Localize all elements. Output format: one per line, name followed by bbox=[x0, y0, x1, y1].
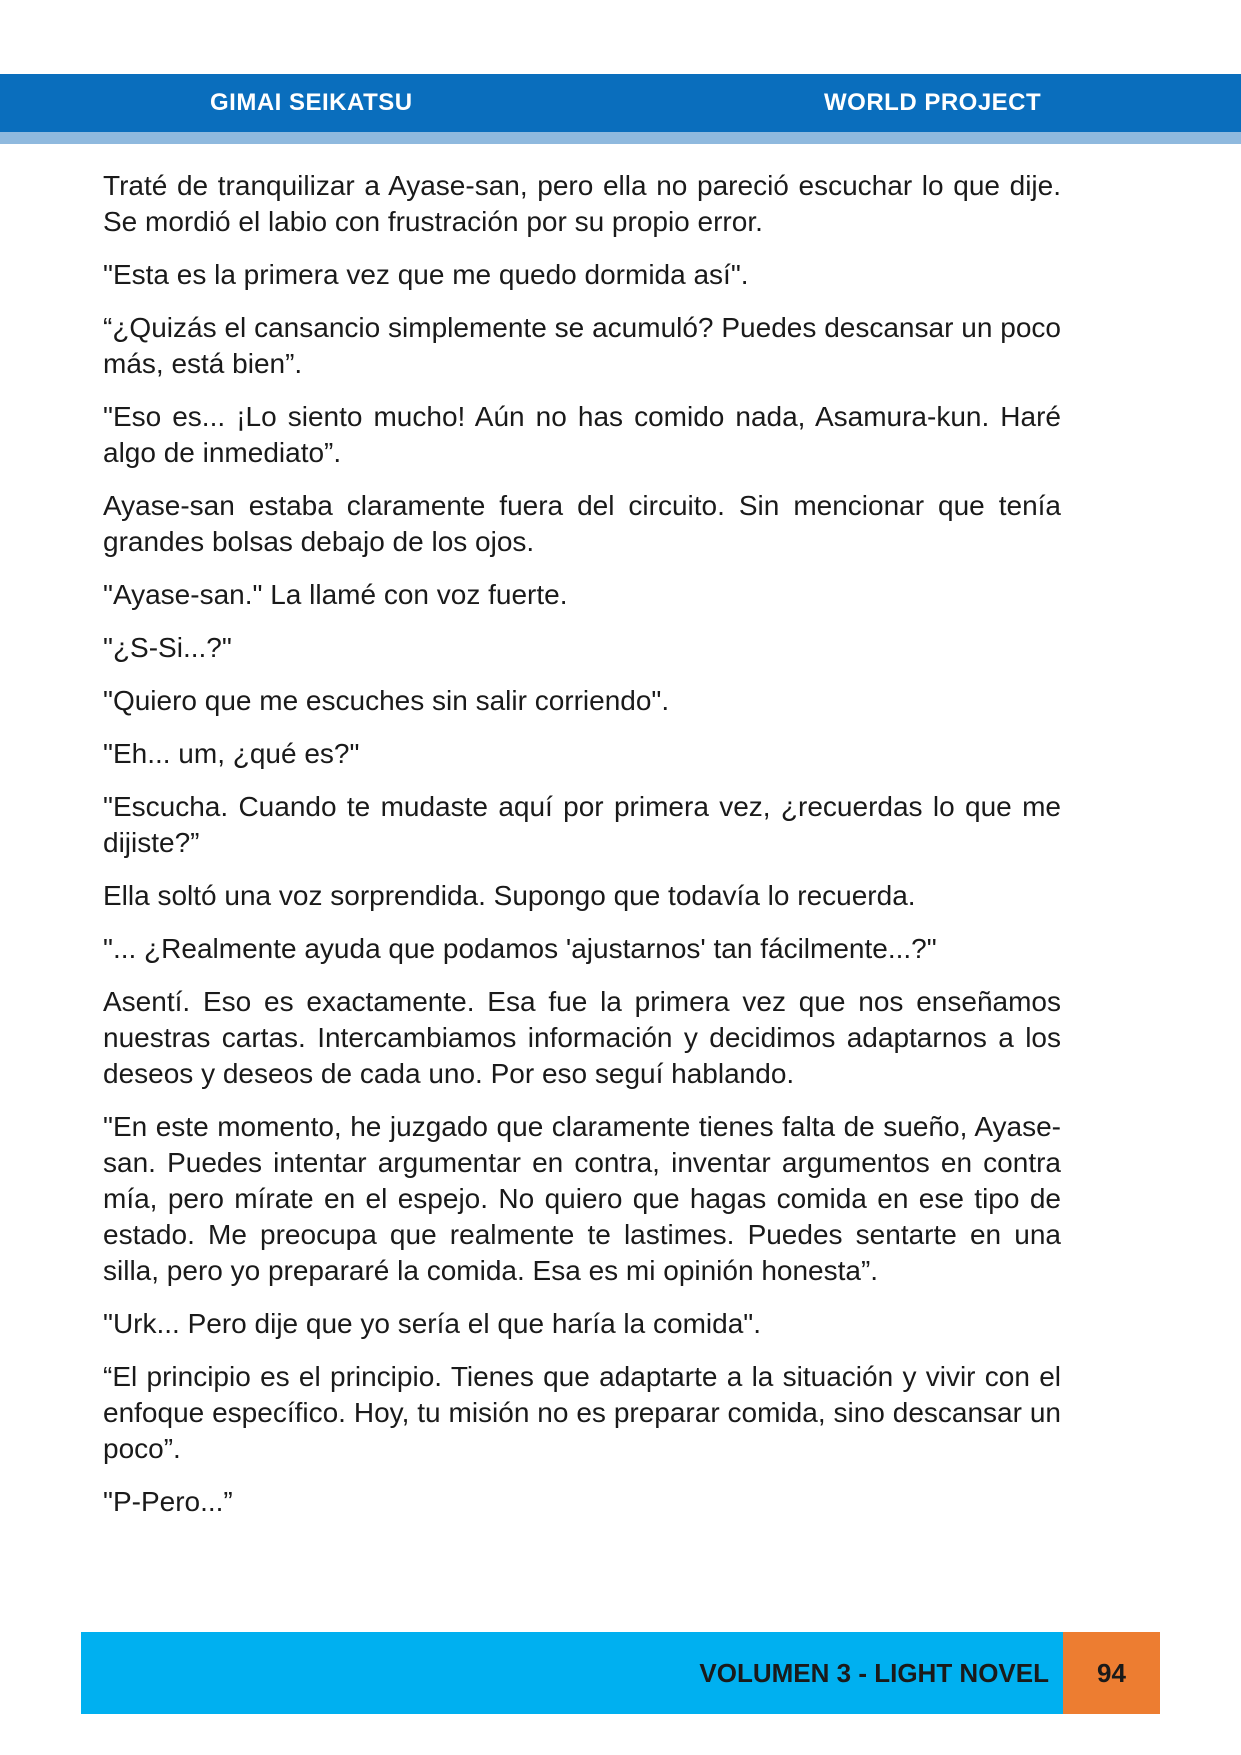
paragraph: “¿Quizás el cansancio simplemente se acumuló? Puedes descansar un poco más, está bien”. bbox=[103, 312, 1061, 379]
paragraph: "... ¿Realmente ayuda que podamos 'ajustarnos' tan fácilmente...?" bbox=[103, 933, 937, 964]
paragraph: "Quiero que me escuches sin salir corriendo". bbox=[103, 685, 670, 716]
paragraph: "Eh... um, ¿qué es?" bbox=[103, 738, 360, 769]
paragraph: “El principio es el principio. Tienes que adaptarte a la situación y vivir con el enfoque específico. Hoy, tu misión no es preparar comida, sino descansar un poco”. bbox=[103, 1361, 1061, 1464]
paragraph: "Ayase-san." La llamé con voz fuerte. bbox=[103, 579, 568, 610]
paragraph: Ayase-san estaba claramente fuera del circuito. Sin mencionar que tenía grandes bolsas debajo de los ojos. bbox=[103, 490, 1061, 557]
paragraph: "¿S-Si...?" bbox=[103, 632, 232, 663]
paragraph: "En este momento, he juzgado que claramente tienes falta de sueño, Ayase-san. Puedes intentar argumentar en contra, inventar argumentos en contra mía, pero mírate en el espejo. No quiero que hagas comida en ese tipo de estado. Me preocupa que realmente te lastimes. Puedes sentarte en una silla, pero yo prepararé la comida. Esa es mi opinión honesta”. bbox=[103, 1111, 1061, 1286]
footer-bar bbox=[81, 1632, 1063, 1714]
paragraph: "Escucha. Cuando te mudaste aquí por primera vez, ¿recuerdas lo que me dijiste?” bbox=[103, 791, 1061, 858]
paragraph: Asentí. Eso es exactamente. Esa fue la primera vez que nos enseñamos nuestras cartas. Intercambiamos información y decidimos adaptarnos a los deseos y deseos de cada uno. Por eso seguí hablando. bbox=[103, 986, 1061, 1089]
footer-volume-label: VOLUMEN 3 - LIGHT NOVEL bbox=[699, 1658, 1049, 1688]
header-divider bbox=[0, 132, 1241, 144]
paragraph: "P-Pero...” bbox=[103, 1486, 233, 1517]
paragraph: Ella soltó una voz sorprendida. Supongo que todavía lo recuerda. bbox=[103, 880, 916, 911]
paragraph: "Eso es... ¡Lo siento mucho! Aún no has comido nada, Asamura-kun. Haré algo de inmediato”. bbox=[103, 401, 1061, 468]
header-bar bbox=[0, 74, 1241, 132]
paragraph: Traté de tranquilizar a Ayase-san, pero ella no pareció escuchar lo que dije. Se mordió el labio con frustración por su propio error. bbox=[103, 170, 1061, 237]
header-series-title: GIMAI SEIKATSU bbox=[210, 89, 413, 116]
paragraph: "Esta es la primera vez que me quedo dormida así". bbox=[103, 259, 749, 290]
page-body bbox=[103, 168, 1061, 1537]
paragraph: "Urk... Pero dije que yo sería el que haría la comida". bbox=[103, 1308, 761, 1339]
header-project-title: WORLD PROJECT bbox=[824, 89, 1042, 116]
page-number: 94 bbox=[1063, 1632, 1160, 1714]
